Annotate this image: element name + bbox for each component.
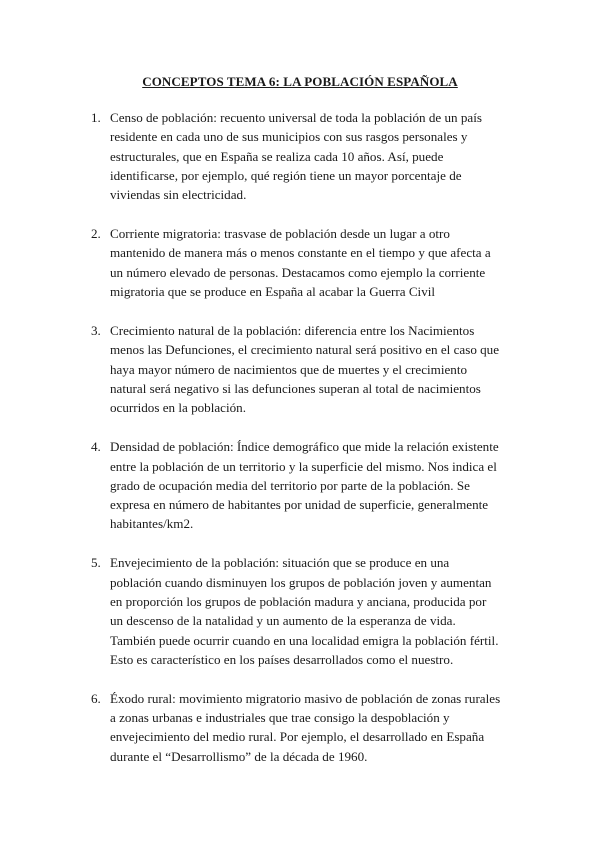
list-item-exodo-rural bbox=[91, 689, 521, 766]
item-number: 4. bbox=[91, 439, 101, 455]
item-text-line: durante el “Desarrollismo” de la década de 1960. bbox=[110, 748, 368, 764]
document-title: CONCEPTOS TEMA 6: LA POBLACIÓN ESPAÑOLA bbox=[142, 74, 458, 89]
item-text-line: grado de ocupación media del territorio por parte de la población. Se bbox=[110, 477, 470, 493]
list-item-censo bbox=[91, 108, 521, 204]
list-item-crecimiento-natural bbox=[91, 321, 521, 417]
item-text-line: haya mayor número de nacimientos que de muertes y el crecimiento bbox=[110, 361, 468, 377]
item-text-line: identificarse, por ejemplo, qué región tiene un mayor porcentaje de bbox=[110, 167, 462, 183]
item-text-line: habitantes/km2. bbox=[110, 516, 194, 532]
item-number: 2. bbox=[91, 226, 101, 242]
item-text-line: un número elevado de personas. Destacamos como ejemplo la corriente bbox=[110, 264, 486, 280]
item-text-line: viviendas sin electricidad. bbox=[110, 187, 247, 203]
item-text-line: en proporción los grupos de población madura y anciana, producida por bbox=[110, 593, 487, 609]
item-number: 6. bbox=[91, 690, 101, 706]
item-text-line: residente en cada uno de sus municipios con sus rasgos personales y bbox=[110, 129, 468, 145]
item-text-line: mantenido de manera más o menos constante en el tiempo y que afecta a bbox=[110, 245, 491, 261]
item-text-line: natural será negativo si las defunciones superan al total de nacimientos bbox=[110, 380, 481, 396]
item-text-line: Densidad de población: Índice demográfico que mide la relación existente bbox=[110, 439, 499, 455]
item-text-line: menos las Defunciones, el crecimiento natural será positivo en el caso que bbox=[110, 342, 500, 358]
item-text-line: ocurridos en la población. bbox=[110, 400, 246, 416]
item-text-line: un descenso de la natalidad y un aumento de la esperanza de vida. bbox=[110, 613, 456, 629]
concept-list bbox=[91, 108, 521, 786]
item-text-line: Corriente migratoria: trasvase de población desde un lugar a otro bbox=[110, 226, 450, 242]
item-text-line: Crecimiento natural de la población: diferencia entre los Nacimientos bbox=[110, 323, 475, 339]
item-number: 1. bbox=[91, 110, 101, 125]
list-item-corriente-migratoria bbox=[91, 224, 521, 301]
item-text-line: estructurales, que en España se realiza cada 10 años. Así, puede bbox=[110, 148, 444, 164]
item-text-line: a zonas urbanas e industriales que trae consigo la despoblación y bbox=[110, 710, 450, 726]
item-text-line: También puede ocurrir cuando en una localidad emigra la población fértil. bbox=[110, 632, 499, 648]
item-text-line: Censo de población: recuento universal de toda la población de un país bbox=[110, 110, 482, 125]
item-text-line: Envejecimiento de la población: situación que se produce en una bbox=[110, 555, 450, 571]
item-number: 5. bbox=[91, 555, 101, 571]
list-item-densidad bbox=[91, 437, 521, 533]
item-text-line: envejecimiento del medio rural. Por ejemplo, el desarrollado en España bbox=[110, 729, 485, 745]
item-text-line: población cuando disminuyen los grupos de población joven y aumentan bbox=[110, 574, 492, 590]
item-text-line: entre la población de un territorio y la superficie del mismo. Nos indica el bbox=[110, 458, 497, 474]
item-text-line: Éxodo rural: movimiento migratorio masivo de población de zonas rurales bbox=[110, 690, 501, 706]
list-item-envejecimiento bbox=[91, 553, 521, 669]
item-text-line: Esto es característico en los países desarrollados como el nuestro. bbox=[110, 651, 454, 667]
item-text-line: expresa en número de habitantes por unidad de superficie, generalmente bbox=[110, 497, 489, 513]
item-number: 3. bbox=[91, 323, 101, 339]
item-text-line: migratoria que se produce en España al acabar la Guerra Civil bbox=[110, 284, 436, 300]
